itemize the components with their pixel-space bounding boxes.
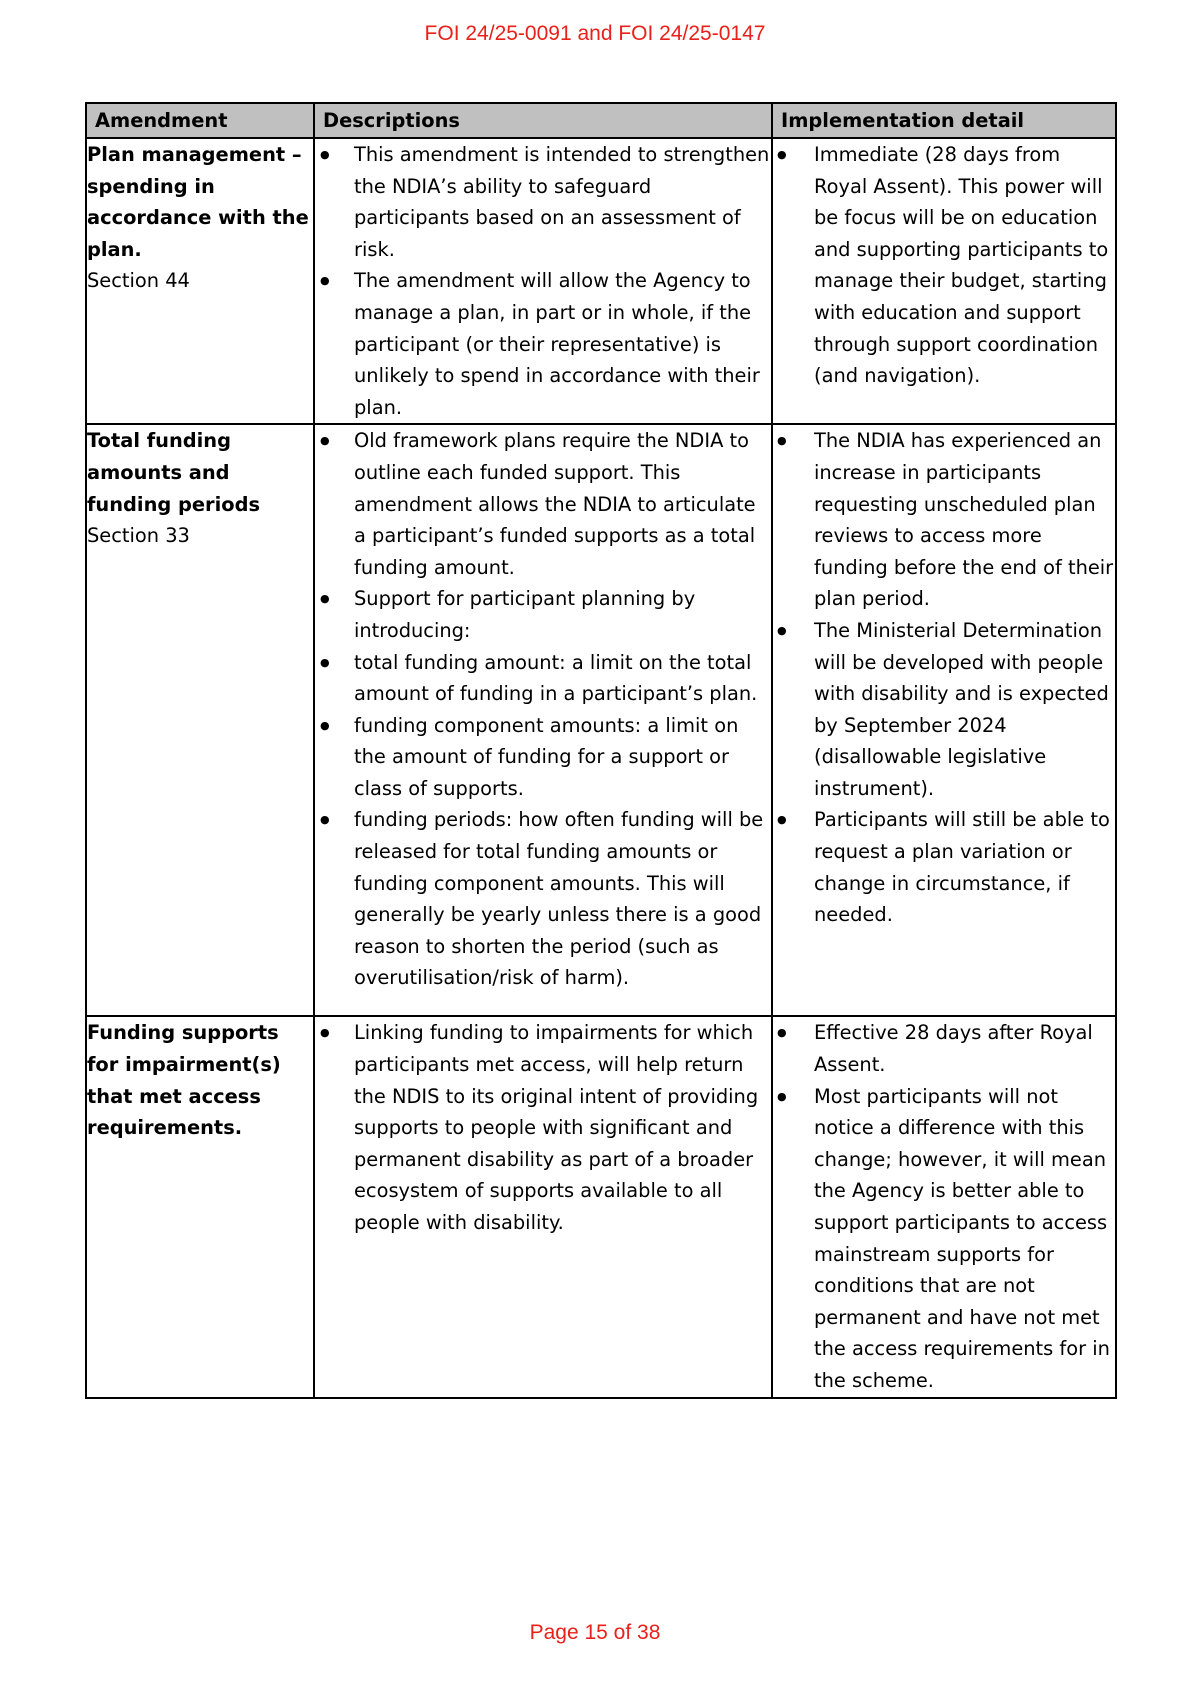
descriptions-cell	[314, 1016, 772, 1398]
amendment-title: Total funding amounts and funding periods	[87, 429, 260, 516]
amendment-title: Plan management – spending in accordance with the plan.	[87, 143, 309, 261]
description-item: ● funding periods: how often funding will be released for total funding amounts or funding component amounts. This will generally be yearly unless there is a good reason to shorten the period (such as overutilisation/risk of harm).	[315, 804, 771, 994]
description-item: ● Support for participant planning by introducing:	[315, 583, 771, 646]
column-header-descriptions: Descriptions	[314, 103, 772, 138]
description-item: ● total funding amount: a limit on the total amount of funding in a participant’s plan.	[315, 647, 771, 710]
implementation-item: ● Most participants will not notice a difference with this change; however, it will mean the Agency is better able to support participants to access mainstream supports for conditions that are not permanent and have not met the access requirements for in the scheme.	[775, 1081, 1115, 1397]
amendment-cell	[86, 138, 314, 424]
implementation-item: ● Effective 28 days after Royal Assent.	[775, 1017, 1115, 1080]
description-item: ● funding component amounts: a limit on the amount of funding for a support or class of supports.	[315, 710, 771, 805]
column-header-amendment: Amendment	[86, 103, 314, 138]
page-number: Page 15 of 38	[529, 1621, 661, 1644]
description-item: ● This amendment is intended to strengthen the NDIA’s ability to safeguard participants based on an assessment of risk.	[315, 139, 771, 265]
amendment-cell	[86, 1016, 314, 1398]
description-item: ● Linking funding to impairments for which participants met access, will help return the NDIS to its original intent of providing supports to people with significant and permanent disability as part of a broader ecosystem of supports available to all people with disability.	[315, 1017, 771, 1238]
description-item: ● Old framework plans require the NDIA to outline each funded support. This amendment allows the NDIA to articulate a participant’s funded supports as a total funding amount.	[315, 425, 771, 583]
implementation-cell	[772, 1016, 1116, 1398]
implementation-cell	[772, 424, 1116, 1016]
table-header-row	[86, 103, 1116, 138]
description-item: ● The amendment will allow the Agency to manage a plan, in part or in whole, if the participant (or their representative) is unlikely to spend in accordance with their plan.	[315, 265, 771, 423]
amendment-title: Funding supports for impairment(s) that met access requirements.	[87, 1021, 281, 1140]
amendments-table	[85, 102, 1117, 1399]
table-row	[86, 138, 1116, 424]
implementation-item: ● The NDIA has experienced an increase in participants requesting unscheduled plan reviews to access more funding before the end of their plan period.	[775, 425, 1115, 615]
table-row	[86, 1016, 1116, 1398]
implementation-item: ● Immediate (28 days from Royal Assent). This power will be focus will be on education and supporting participants to manage their budget, starting with education and support through support coordination (and navigation).	[775, 139, 1115, 392]
column-header-implementation: Implementation detail	[772, 103, 1116, 138]
implementation-item: ● The Ministerial Determination will be developed with people with disability and is expected by September 2024 (disallowable legislative instrument).	[775, 615, 1115, 805]
amendment-section: Section 33	[87, 524, 190, 548]
table-row	[86, 424, 1116, 1016]
amendment-section: Section 44	[87, 269, 190, 293]
foi-reference-header: FOI 24/25-0091 and FOI 24/25-0147	[424, 22, 766, 45]
descriptions-cell	[314, 138, 772, 424]
implementation-cell	[772, 138, 1116, 424]
amendment-cell	[86, 424, 314, 1016]
implementation-item: ● Participants will still be able to request a plan variation or change in circumstance, if needed.	[775, 804, 1115, 930]
descriptions-cell	[314, 424, 772, 1016]
